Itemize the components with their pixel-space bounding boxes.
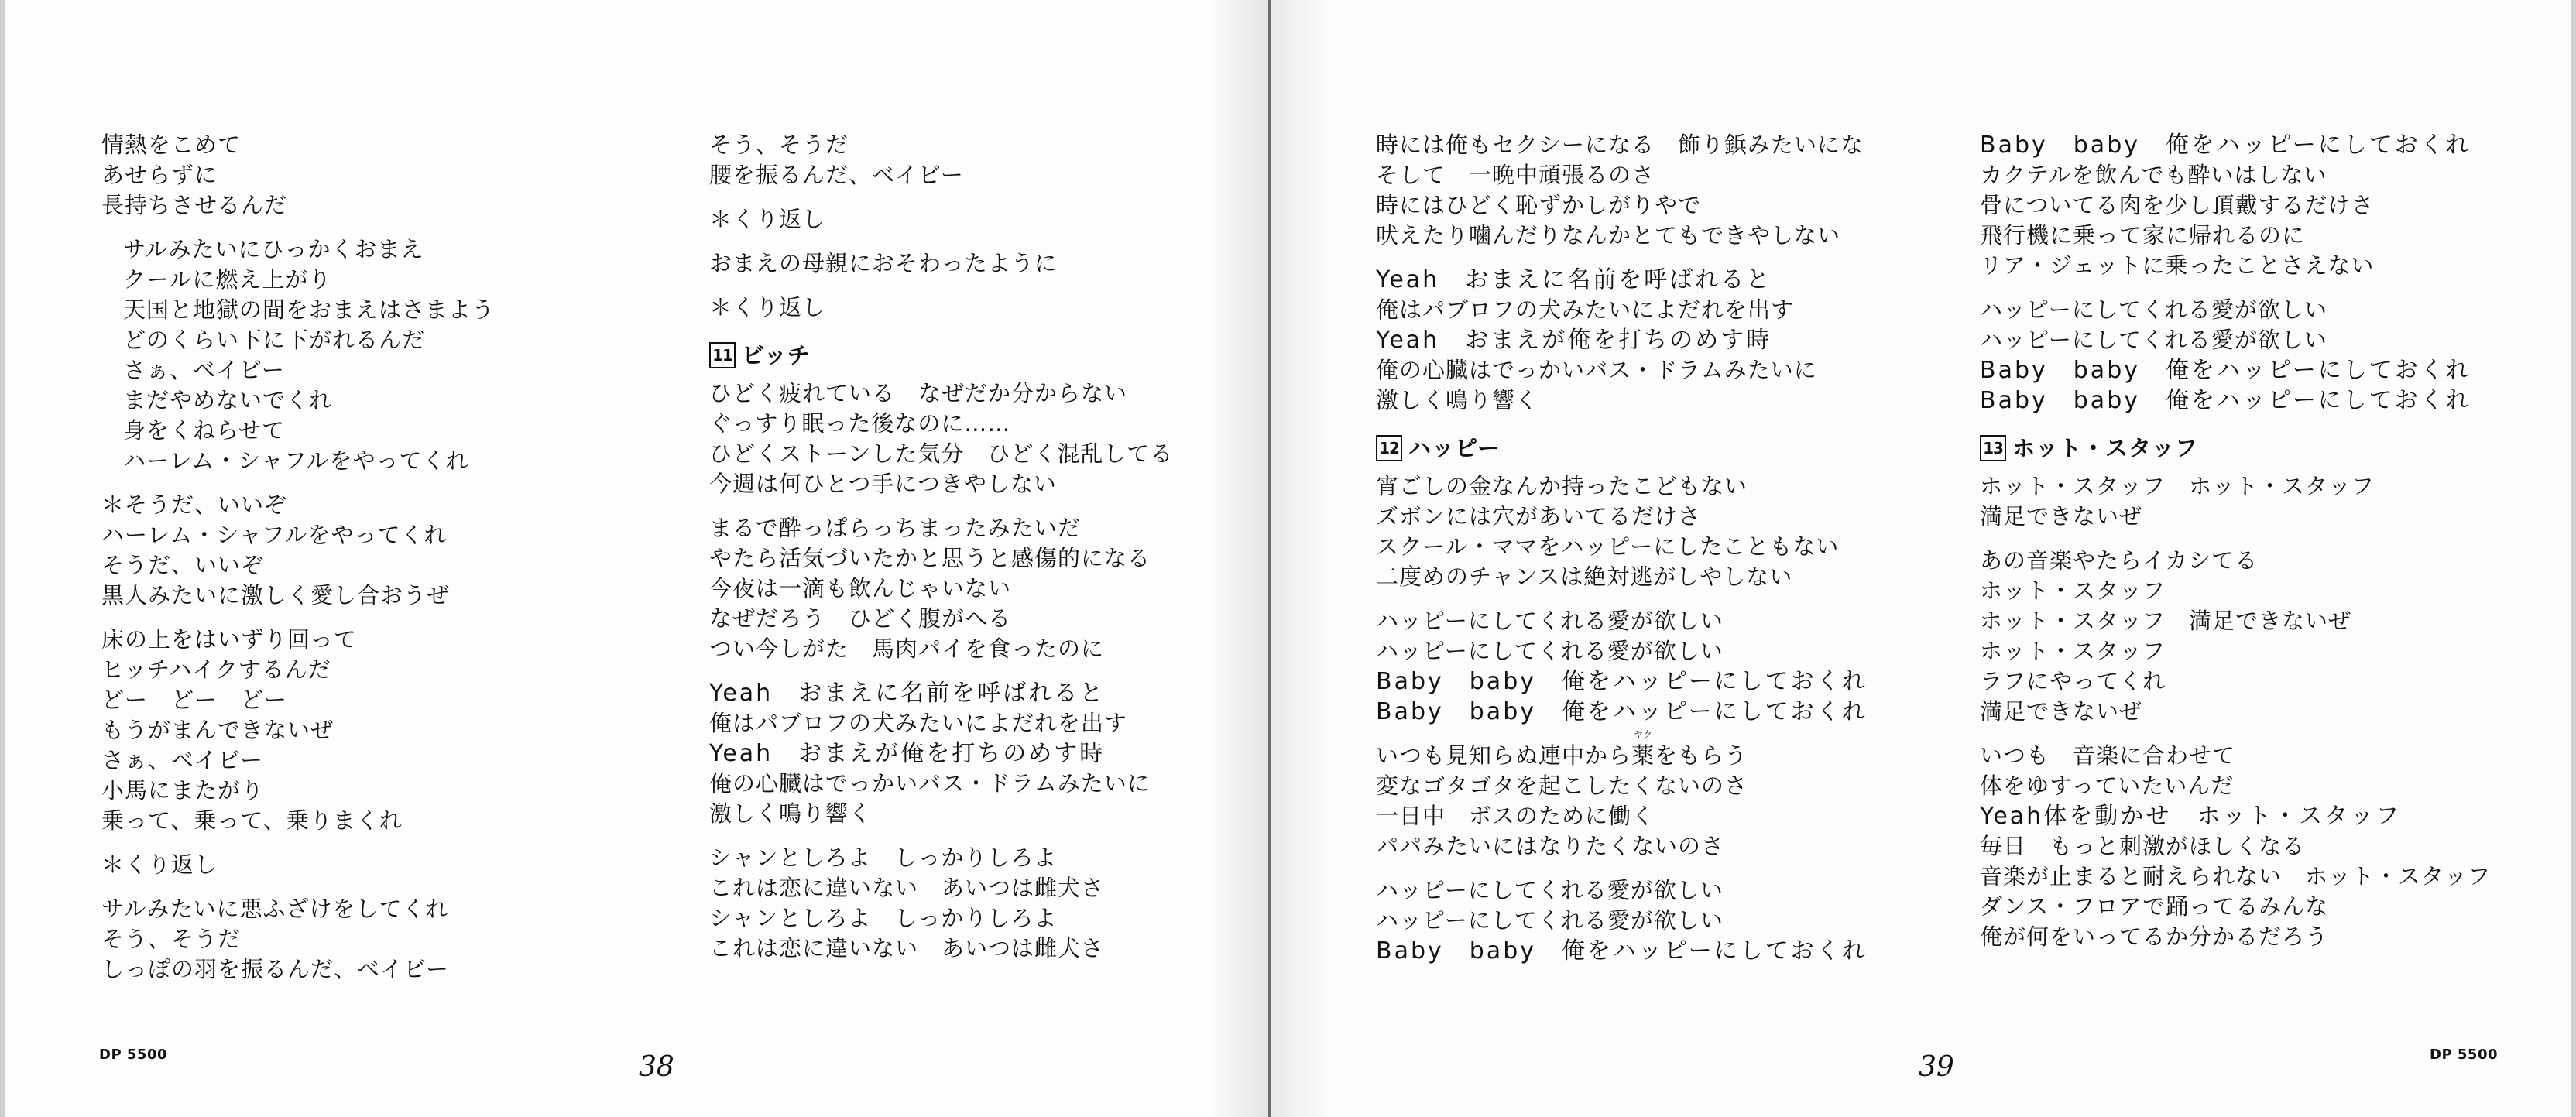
lyric-line: サルみたいにひっかくおまえ [123, 236, 424, 262]
lyric-line: ハーレム・シャフルをやってくれ [101, 522, 448, 548]
page-number-right: 39 [1919, 1051, 1954, 1083]
lyric-line: 吠えたり噛んだりなんかとてもできやしない [1376, 222, 1841, 248]
page-number-left: 38 [639, 1051, 674, 1083]
lyric-line: シャンとしろよ しっかりしろよ [709, 845, 1058, 871]
lyric-line: ラフにやってくれ [1980, 668, 2166, 694]
lyric-line: そう、そうだ [709, 132, 849, 158]
lyric-line: ダンス・フロアで踊ってるみんな [1980, 893, 2329, 920]
stanza-gap [101, 611, 495, 625]
lyric-line: 体をゆすっていたいんだ [1980, 773, 2235, 799]
ruby-base: 薬 [1631, 742, 1655, 769]
catalog-code-left: DP 5500 [99, 1047, 167, 1063]
lyric-line: Yeah おまえが俺を打ちのめす時 [709, 740, 1106, 767]
lyric-line: つい今しがた 馬肉パイを食ったのに [709, 636, 1105, 662]
track-number-box: 12 [1376, 435, 1402, 461]
lyric-line: 俺はパブロフの犬みたいによだれを出す [709, 710, 1128, 736]
lyric-line: 二度めのチャンスは絶対逃がしやしない [1376, 564, 1793, 590]
lyric-stanza [101, 235, 495, 476]
lyric-line: Baby baby 俺をハッピーにしておくれ [1980, 357, 2471, 384]
stanza-gap [709, 235, 1173, 248]
stanza-gap [709, 279, 1173, 293]
lyric-line: 時には俺もセクシーになる 飾り鋲みたいにな [1376, 132, 1864, 158]
lyric-line: ＊くり返し [101, 851, 218, 878]
lyric-line: ひどくストーンした気分 ひどく混乱してる [709, 440, 1174, 467]
lyric-line: あの音楽やたらイカシてる [1980, 547, 2259, 574]
lyric-line: ハッピーにしてくれる愛が欲しい [1376, 907, 1724, 934]
stanza-gap [1980, 281, 2491, 295]
lyric-line: 毎日 もっと刺激がほしくなる [1980, 833, 2306, 859]
stanza-gap [1980, 532, 2491, 546]
lyric-stanza [1376, 729, 1868, 862]
lyric-line: ハーレム・シャフルをやってくれ [123, 447, 469, 474]
lyric-line: 黒人みたいに激しく愛し合おうぜ [101, 582, 451, 608]
lyric-stanza [709, 248, 1173, 279]
lyrics-column-3 [1376, 130, 1868, 966]
lyric-line: いつも 音楽に合わせて [1980, 742, 2236, 769]
lyric-stanza [709, 130, 1173, 190]
lyric-line: あせらずに [101, 162, 218, 188]
lyric-line: 激しく鳴り響く [1376, 387, 1539, 413]
lyric-line: 俺はパブロフの犬みたいによだれを出す [1376, 296, 1795, 323]
lyric-line: ホット・スタッフ 満足できないぜ [1980, 608, 2352, 634]
lyric-stanza [1376, 265, 1868, 416]
lyric-line: そう、そうだ [101, 926, 242, 952]
lyric-line: 俺が何をいってるか分かるだろう [1980, 923, 2329, 950]
lyric-line: ハッピーにしてくれる愛が欲しい [1376, 638, 1724, 664]
lyric-line: Yeah おまえに名前を呼ばれると [709, 680, 1106, 707]
stanza-gap [101, 476, 495, 490]
lyric-stanza [1376, 471, 1868, 592]
book-spine [1268, 0, 1271, 1117]
lyric-line: しっぽの羽を振るんだ、ベイビー [101, 956, 449, 982]
lyric-line: ひどく疲れている なぜだか分からない [709, 380, 1128, 406]
lyric-line: どのくらい下に下がれるんだ [123, 327, 426, 353]
lyric-line: まるで酔っぱらっちまったみたいだ [709, 515, 1081, 541]
lyric-line: そして 一晩中頑張るのさ [1376, 162, 1655, 188]
lyric-line: どー どー どー [101, 687, 288, 713]
lyric-stanza [1980, 295, 2491, 416]
lyric-stanza [1980, 130, 2491, 281]
lyric-line: リア・ジェットに乗ったことさえない [1980, 252, 2375, 279]
lyric-text: いつも見知らぬ連中から [1376, 742, 1632, 769]
lyric-stanza [709, 513, 1173, 664]
page-edge-right [2571, 0, 2576, 1117]
page-edge-left [0, 0, 5, 1117]
lyric-line: 小馬にまたがり [101, 777, 265, 803]
lyrics-column-4 [1980, 130, 2491, 952]
lyric-line: ＊くり返し [709, 206, 826, 232]
lyric-stanza [1376, 606, 1868, 727]
lyric-line: ハッピーにしてくれる愛が欲しい [1376, 877, 1724, 903]
song-title: ハッピー [1408, 434, 1501, 461]
stanza-gap [1376, 251, 1868, 265]
lyric-line: 天国と地獄の間をおまえはさまよう [123, 296, 496, 323]
lyric-line: ホット・スタッフ [1980, 577, 2166, 604]
lyric-stanza [709, 293, 1173, 323]
lyric-line: 激しく鳴り響く [709, 800, 873, 827]
lyric-line: 乗って、乗って、乗りまくれ [101, 807, 403, 834]
track-number-box: 13 [1980, 435, 2006, 461]
lyric-line: Baby baby 俺をハッピーにしておくれ [1376, 698, 1868, 725]
lyric-line: 時にはひどく恥ずかしがりやで [1376, 192, 1702, 218]
lyric-line: クールに燃え上がり [123, 266, 332, 293]
lyric-stanza [101, 130, 495, 221]
lyric-line: 床の上をはいずり回って [101, 626, 358, 653]
lyric-line: 今夜は一滴も飲んじゃいない [709, 575, 1012, 601]
lyric-line: 腰を振るんだ、ベイビー [709, 162, 964, 188]
lyric-line: Baby baby 俺をハッピーにしておくれ [1980, 132, 2471, 159]
stanza-gap [1980, 727, 2491, 741]
lyric-line: 音楽が止まると耐えられない ホット・スタッフ [1980, 863, 2492, 889]
lyric-line: Yeah おまえに名前を呼ばれると [1376, 266, 1772, 293]
lyric-line: さぁ、ベイビー [123, 357, 285, 383]
lyric-line: Yeah体を動かせ ホット・スタッフ [1980, 803, 2402, 830]
lyric-line: Yeah おまえが俺を打ちのめす時 [1376, 327, 1772, 354]
lyric-stanza [1980, 546, 2491, 727]
stanza-gap [709, 664, 1173, 678]
ruby-reading: ヤク [1634, 729, 1653, 740]
lyric-line: カクテルを飲んでも酔いはしない [1980, 162, 2327, 188]
lyric-line: ＊そうだ、いいぞ [101, 492, 288, 518]
lyric-line: ヒッチハイクするんだ [101, 656, 331, 683]
lyric-text: をもらう [1655, 742, 1748, 769]
lyric-line: 飛行機に乗って家に帰れるのに [1980, 222, 2306, 248]
lyric-line: ホット・スタッフ ホット・スタッフ [1980, 473, 2375, 499]
stanza-gap [709, 829, 1173, 843]
lyric-line: ハッピーにしてくれる愛が欲しい [1376, 608, 1724, 634]
song-title: ホット・スタッフ [2012, 434, 2199, 461]
lyric-line: ズボンには穴があいてるだけさ [1376, 503, 1702, 529]
song-heading [1980, 433, 2491, 464]
catalog-code-right: DP 5500 [2430, 1047, 2498, 1063]
lyric-line: ＊くり返し [709, 294, 826, 320]
lyric-line: 骨についてる肉を少し頂戴するだけさ [1980, 192, 2375, 218]
stanza-gap [709, 499, 1173, 513]
lyric-line: 俺の心臓はでっかいバス・ドラムみたいに [1376, 357, 1817, 383]
lyric-line: さぁ、ベイビー [101, 747, 263, 773]
lyrics-column-1 [101, 130, 495, 985]
lyric-stanza [1980, 741, 2491, 952]
lyric-stanza [1376, 130, 1868, 251]
lyric-line: スクール・ママをハッピーにしたこともない [1376, 533, 1840, 560]
stanza-gap [1376, 727, 1868, 741]
lyric-line: 俺の心臓はでっかいバス・ドラムみたいに [709, 770, 1151, 797]
lyric-line: おまえの母親におそわったように [709, 250, 1058, 276]
lyric-stanza [101, 625, 495, 836]
song-heading [709, 340, 1173, 371]
song-heading [1376, 433, 1868, 464]
lyric-line [1376, 729, 1868, 771]
lyric-stanza [101, 850, 495, 880]
stanza-gap [1376, 862, 1868, 875]
lyric-stanza [709, 204, 1173, 235]
stanza-gap [1376, 592, 1868, 606]
lyric-line: 満足できないぜ [1980, 503, 2143, 529]
lyric-stanza [101, 894, 495, 985]
stanza-gap [709, 190, 1173, 204]
lyric-line: パパみたいにはなりたくないのさ [1376, 833, 1725, 859]
lyric-line: ハッピーにしてくれる愛が欲しい [1980, 327, 2327, 353]
track-number-box: 11 [709, 342, 736, 368]
lyric-stanza [709, 379, 1173, 499]
lyric-stanza [709, 843, 1173, 964]
lyric-stanza [709, 678, 1173, 829]
lyric-stanza [1376, 875, 1868, 966]
lyric-line: 情熱をこめて [101, 132, 242, 158]
lyric-line: なぜだろう ひどく腹がへる [709, 605, 1012, 632]
stanza-gap [101, 836, 495, 850]
lyric-line: シャンとしろよ しっかりしろよ [709, 905, 1058, 931]
ruby-word [1631, 729, 1655, 771]
lyric-stanza [101, 490, 495, 611]
lyric-line: Baby baby 俺をハッピーにしておくれ [1376, 668, 1868, 695]
stanza-gap [101, 221, 495, 235]
lyric-line: ぐっすり眠った後なのに…… [709, 410, 1011, 437]
lyric-line: 満足できないぜ [1980, 698, 2143, 725]
lyric-line: やたら活気づいたかと思うと感傷的になる [709, 545, 1151, 571]
lyric-line: 今週は何ひとつ手につきやしない [709, 471, 1057, 497]
song-title: ビッチ [742, 341, 811, 368]
lyric-stanza [1980, 471, 2491, 532]
lyric-line: まだやめないでくれ [123, 387, 333, 413]
lyric-line: 宵ごしの金なんか持ったこどもない [1376, 473, 1748, 499]
lyric-line: Baby baby 俺をハッピーにしておくれ [1376, 937, 1868, 965]
lyric-line: 身をくねらせて [123, 417, 286, 444]
lyric-line: Baby baby 俺をハッピーにしておくれ [1980, 387, 2471, 414]
lyric-line: 長持ちさせるんだ [101, 192, 288, 218]
lyric-line: これは恋に違いない あいつは雌犬さ [709, 875, 1105, 901]
lyric-line: 変なゴタゴタを起こしたくないのさ [1376, 773, 1748, 799]
lyric-line: ホット・スタッフ [1980, 638, 2166, 664]
lyric-line: もうがまんできないぜ [101, 717, 334, 743]
lyric-line: これは恋に違いない あいつは雌犬さ [709, 935, 1105, 961]
lyric-line: サルみたいに悪ふざけをしてくれ [101, 896, 449, 922]
stanza-gap [101, 880, 495, 894]
lyric-line: ハッピーにしてくれる愛が欲しい [1980, 296, 2327, 323]
lyric-line: 一日中 ボスのために働く [1376, 803, 1655, 829]
lyric-line: そうだ、いいぞ [101, 552, 265, 578]
lyrics-column-2 [709, 130, 1173, 964]
